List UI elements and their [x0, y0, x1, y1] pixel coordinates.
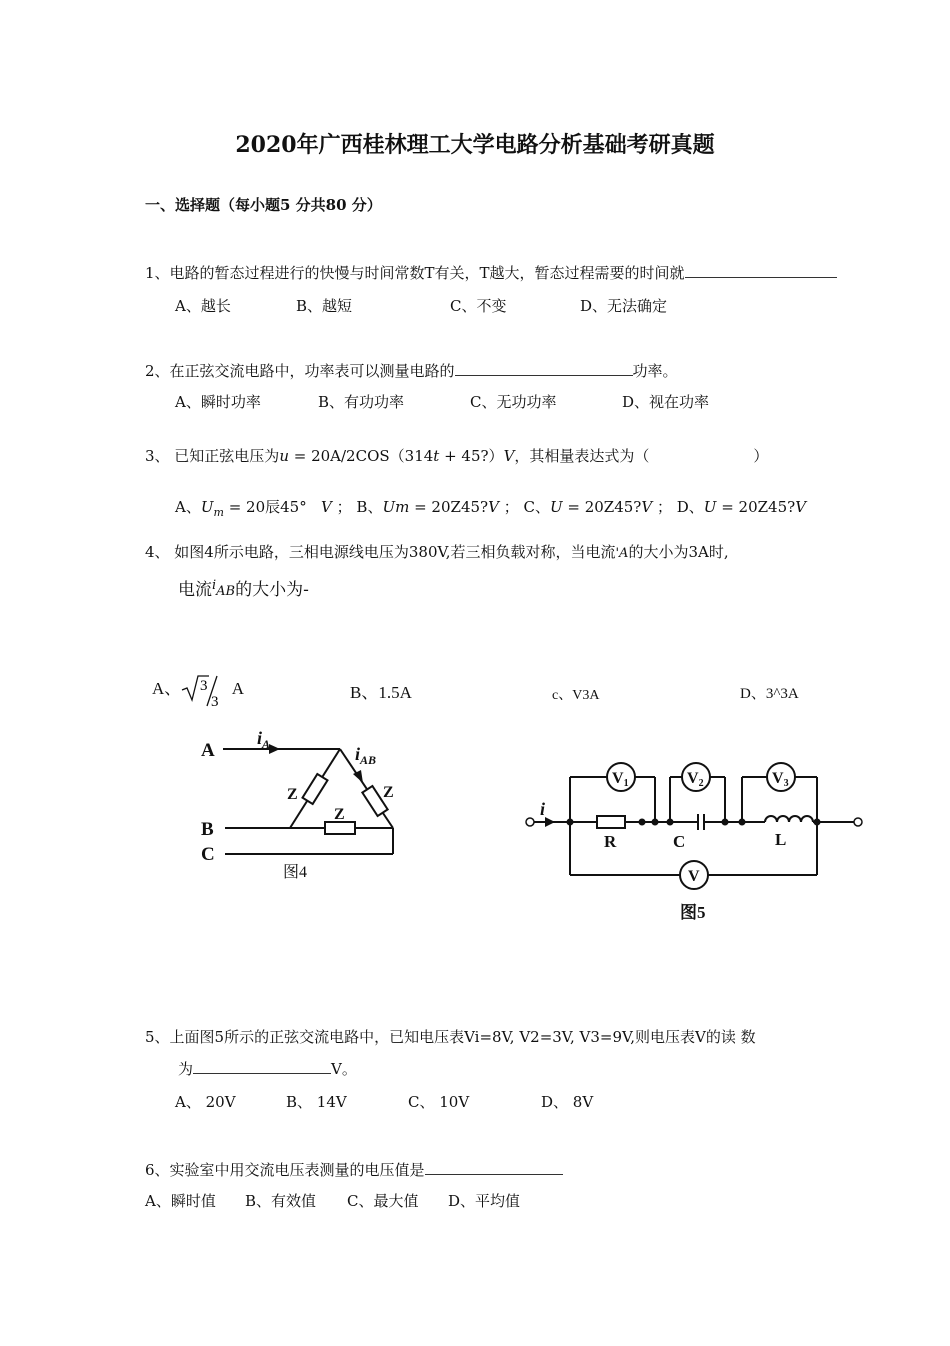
resistor-label: R — [604, 832, 617, 851]
question-5-stem: 5、上面图5所示的正弦交流电路中，已知电压表Vi=8V, V2=3V, V3=9V,则电压表V的读 数 — [145, 1028, 756, 1046]
junction-dot — [639, 819, 646, 826]
q6-option-a: A、瞬时值 — [145, 1192, 216, 1210]
junction-dot — [722, 819, 729, 826]
impedance-box — [302, 774, 327, 804]
q3-a-val: = 20辰45° — [223, 498, 307, 516]
arrow-icon — [545, 817, 555, 827]
q3-b-unit: V — [488, 498, 499, 516]
figure-4-caption: 图4 — [283, 864, 308, 881]
q3-text-b: = 20A/2COS（314 — [288, 447, 434, 465]
q5-option-a: A、 20V — [175, 1093, 236, 1111]
figure-4-circuit — [195, 722, 410, 882]
question-2-text: 2、在正弦交流电路中，功率表可以测量电路的 — [145, 362, 455, 380]
figure-5-circuit — [520, 755, 865, 925]
junction-dot — [814, 819, 821, 826]
meter-v1-label: V1 — [612, 770, 629, 789]
q3-close: ） — [753, 447, 769, 465]
question-5-line2 — [178, 1058, 357, 1079]
q4-option-d: D、3^3A — [740, 686, 799, 702]
q2-option-d: D、视在功率 — [622, 393, 710, 411]
answer-blank — [685, 263, 837, 278]
q3-b-um: Um — [382, 498, 410, 516]
arrow-icon — [269, 744, 280, 754]
q3-a-prefix: A、 — [175, 498, 201, 516]
answer-blank — [455, 361, 633, 376]
answer-blank — [193, 1059, 331, 1074]
q3-d-val: = 20Z45? — [716, 498, 796, 516]
q3-a-unit: V — [321, 498, 332, 516]
q5-line2-a: 为 — [178, 1060, 194, 1078]
q4-option-c: c、V3A — [552, 688, 600, 703]
impedance-label: Z — [287, 786, 298, 803]
q3-c-prefix: ； C、 — [503, 498, 550, 516]
q4-line2-i: i — [212, 578, 217, 593]
q2-option-b: B、有功功率 — [318, 393, 405, 411]
q3-a-u: U — [200, 498, 214, 516]
fraction-denominator: 3 — [211, 694, 219, 708]
inductor-label: L — [775, 830, 787, 849]
q1-option-d: D、无法确定 — [580, 297, 668, 315]
question-6-text: 6、实验室中用交流电压表测量的电压值是 — [145, 1161, 425, 1179]
fraction-numerator: 3 — [200, 678, 208, 694]
sqrt-fraction-icon — [181, 672, 223, 708]
question-1-stem — [145, 262, 837, 283]
q3-d-u: U — [703, 498, 717, 516]
question-4-stem — [145, 541, 729, 562]
section-heading: 一、选择题（每小题5 分共80 分） — [145, 196, 382, 214]
junction-dot — [652, 819, 659, 826]
q4-a-prefix: A、 — [152, 679, 182, 698]
q1-option-c: C、不变 — [450, 297, 507, 315]
q5-option-b: B、 14V — [286, 1093, 347, 1111]
meter-v-label: V — [688, 868, 700, 885]
q3-d-prefix: ； D、 — [656, 498, 704, 516]
q4-text-b: 的大小为3A时, — [628, 543, 729, 561]
resistor-symbol — [597, 816, 625, 828]
q4-line2-a: 电流 — [178, 580, 212, 600]
node-b-label: B — [201, 819, 214, 840]
q5-line2-b: V。 — [331, 1060, 357, 1078]
q6-option-b: B、有效值 — [245, 1192, 317, 1210]
q5-option-c: C、 10V — [408, 1093, 470, 1111]
junction-dot — [739, 819, 746, 826]
figure-5-caption: 图5 — [680, 903, 706, 922]
q3-b-prefix: ； B、 — [336, 498, 383, 516]
q3-a-sub: m — [213, 506, 224, 519]
q4-ia: 'A — [615, 546, 629, 561]
meter-v3-label: V3 — [772, 770, 789, 789]
q2-option-c: C、无功功率 — [470, 393, 557, 411]
q3-text-c: + 45?） — [439, 447, 504, 465]
q3-c-val: = 20Z45? — [562, 498, 642, 516]
impedance-box — [325, 822, 355, 834]
node-c-label: C — [201, 844, 215, 865]
q6-option-d: D、平均值 — [448, 1192, 521, 1210]
q6-option-c: C、最大值 — [347, 1192, 419, 1210]
q3-v: V — [503, 447, 515, 465]
current-iab-label: $i_{AB}$ — [355, 744, 377, 767]
q2-option-a: A、瞬时功率 — [175, 393, 261, 411]
impedance-label: Z — [334, 806, 345, 823]
q3-u: u — [279, 447, 289, 465]
q4-line2-sub: AB — [216, 584, 236, 599]
terminal-icon — [854, 818, 862, 826]
question-1-text: 1、电路的暂态过程进行的快慢与时间常数T有关，T越大，暂态过程需要的时间就 — [145, 264, 685, 282]
q4-option-b: B、1.5A — [350, 683, 412, 702]
capacitor-label: C — [673, 832, 686, 851]
terminal-icon — [526, 818, 534, 826]
impedance-label: Z — [383, 784, 394, 801]
answer-blank — [425, 1160, 563, 1175]
current-ia-label: $i_A$ — [257, 728, 271, 751]
question-2-text-end: 功率。 — [632, 362, 678, 380]
junction-dot — [667, 819, 674, 826]
q3-text-a: 3、 已知正弦电压为 — [145, 447, 280, 465]
q1-option-b: B、越短 — [296, 297, 353, 315]
q4-text-a: 4、 如图4所示电路，三相电源线电压为380V,若三相负载对称，当电流 — [145, 543, 616, 561]
q4-option-a — [152, 672, 244, 708]
q3-text-d: ，其相量表达式为（ — [514, 447, 650, 465]
q3-c-unit: V — [641, 498, 653, 516]
meter-v2-label: V2 — [687, 770, 704, 789]
page-title: 2020年广西桂林理工大学电路分析基础考研真题 — [235, 132, 715, 158]
current-label: i — [540, 799, 546, 819]
q3-t: t — [433, 447, 440, 465]
q3-d-unit: V — [795, 498, 807, 516]
q5-option-d: D、 8V — [541, 1093, 594, 1111]
q4-a-unit: A — [231, 679, 245, 698]
junction-dot — [567, 819, 574, 826]
q3-options — [175, 496, 806, 519]
question-6-stem — [145, 1159, 563, 1180]
node-a-label: A — [201, 740, 215, 761]
q1-option-a: A、越长 — [175, 297, 231, 315]
q3-b-val: = 20Z45? — [409, 498, 489, 516]
q3-c-u: U — [549, 498, 563, 516]
question-2-stem — [145, 360, 678, 381]
q4-line2-b: 的大小为- — [235, 580, 309, 600]
question-4-line2 — [178, 575, 309, 600]
question-3-stem — [145, 445, 768, 466]
